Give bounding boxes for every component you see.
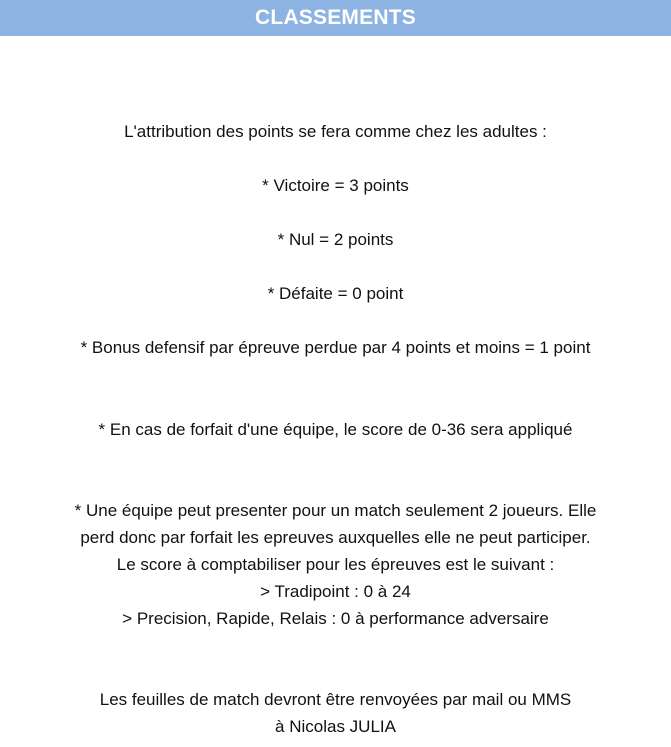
- points-intro: L'attribution des points se fera comme chez les adultes :: [124, 122, 547, 141]
- page-title: CLASSEMENTS: [255, 6, 416, 29]
- rule-defaite: * Défaite = 0 point: [267, 284, 404, 303]
- feuilles-line: à Nicolas JULIA: [275, 717, 396, 736]
- rule-equipe-line: > Precision, Rapide, Relais : 0 à performance adversaire: [122, 609, 549, 628]
- rule-bonus: * Bonus defensif par épreuve perdue par 4 points et moins = 1 point: [80, 338, 591, 357]
- rule-forfait: * En cas de forfait d'une équipe, le score de 0-36 sera appliqué: [98, 420, 573, 439]
- feuilles-line: Les feuilles de match devront être renvoyées par mail ou MMS: [99, 690, 572, 709]
- rule-equipe-line: Le score à comptabiliser pour les épreuves est le suivant :: [116, 555, 555, 574]
- rule-equipe-line: perd donc par forfait les epreuves auxquelles elle ne peut participer.: [80, 528, 591, 547]
- rule-equipe-line: * Une équipe peut presenter pour un match seulement 2 joueurs. Elle: [74, 501, 597, 520]
- rule-victoire: * Victoire = 3 points: [262, 176, 409, 195]
- rule-equipe-line: > Tradipoint : 0 à 24: [260, 582, 411, 601]
- rule-nul: * Nul = 2 points: [277, 230, 394, 249]
- header-bar: [0, 0, 671, 36]
